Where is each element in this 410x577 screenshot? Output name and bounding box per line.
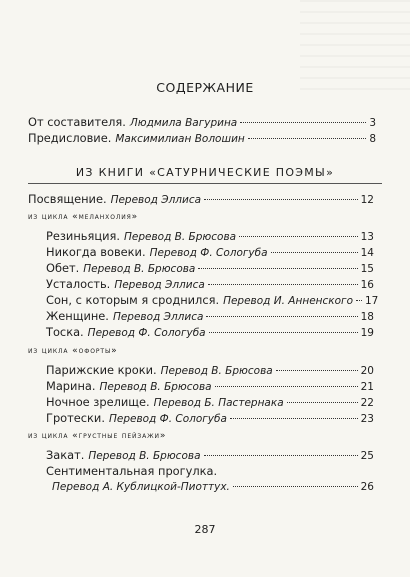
toc-entry-dedication [28,191,374,207]
entry-translator: Перевод Ф. Сологуба [87,327,206,339]
entry-title: Гротески. [46,411,105,425]
entry-translator: Перевод В. Брюсова [99,381,212,393]
toc-entry-preface [28,130,376,146]
dot-leader [204,455,358,456]
dot-leader [208,284,358,285]
dot-leader [239,236,358,237]
entry-page: 14 [360,247,374,259]
entry-page: 25 [360,450,374,462]
dot-leader [271,252,358,253]
entry-page: 23 [360,413,374,425]
entry-author: Людмила Вагурина [129,117,238,129]
entry-translator: Перевод В. Брюсова [83,263,196,275]
page-number: 287 [194,523,216,536]
entry-title: Сон, с которым я сроднился. [46,293,220,307]
toc-entry [46,276,374,292]
entry-title: Усталость. [46,277,111,291]
entry-title: От составителя. [28,115,126,129]
entry-translator: Перевод В. Брюсова [160,365,273,377]
entry-page: 21 [360,381,374,393]
dot-leader [204,199,358,200]
entry-translator: Перевод Эллиса [114,279,205,291]
dot-leader [276,370,358,371]
entry-title: Сентиментальная прогулка. [46,464,218,478]
entry-author: Максимилиан Волошин [115,133,245,145]
entry-title: Предисловие. [28,131,112,145]
book-section-title: ИЗ КНИГИ «САТУРНИЧЕСКИЕ ПОЭМЫ» [75,166,335,179]
entry-page: 19 [360,327,374,339]
dot-leader [206,316,357,317]
dot-leader [198,268,357,269]
entry-title: Резиньяция. [46,229,120,243]
dot-leader [248,138,367,139]
toc-entry-compiler [28,114,376,130]
entry-page: 3 [369,117,376,129]
toc-entry [46,308,374,324]
toc-entry [46,362,374,378]
entry-title: Закат. [46,448,85,462]
toc-entry [46,447,374,463]
entry-title: Марина. [46,379,96,393]
toc-title: СОДЕРЖАНИЕ [156,80,254,95]
entry-page: 16 [360,279,374,291]
toc-entry-continuation [52,479,374,495]
entry-title: Посвящение. [28,192,107,206]
toc-entry-title-only [46,463,374,479]
dot-leader [215,386,358,387]
toc-entry [46,228,374,244]
dot-leader [240,122,366,123]
entry-translator: Перевод А. Кублицкой-Пиоттух. [52,481,230,493]
entry-translator: Перевод Ф. Сологуба [108,413,227,425]
section-divider [28,183,382,184]
dot-leader [230,418,358,419]
entry-page: 8 [369,133,376,145]
toc-entry [46,378,374,394]
entry-translator: Перевод Эллиса [112,311,204,323]
entry-translator: Перевод В. Брюсова [88,450,201,462]
toc-entry [46,292,379,308]
entry-title: Ночное зрелище. [46,395,150,409]
dot-leader [356,300,362,301]
toc-entry [46,394,374,410]
entry-title: Женщине. [46,309,109,323]
entry-page: 12 [360,194,374,206]
dot-leader [233,486,358,487]
entry-page: 20 [360,365,374,377]
dot-leader [209,332,358,333]
cycle-label-etchings: из цикла «офорты» [28,346,118,356]
entry-page: 17 [365,295,379,307]
cycle-label-sad-landscapes: из цикла «грустные пейзажи» [28,431,167,441]
entry-title: Тоска. [46,325,84,339]
entry-translator: Перевод Б. Пастернака [153,397,284,409]
entry-title: Парижские кроки. [46,363,157,377]
entry-page: 15 [360,263,374,275]
entry-page: 22 [360,397,374,409]
cycle-label-melancholy: из цикла «меланхолия» [28,212,139,222]
dot-leader [287,402,358,403]
toc-entry [46,260,374,276]
entry-translator: Перевод Эллиса [110,194,202,206]
toc-entry [46,324,374,340]
entry-page: 18 [360,311,374,323]
entry-translator: Перевод Ф. Сологуба [149,247,268,259]
entry-translator: Перевод И. Анненского [223,295,353,307]
entry-title: Никогда вовеки. [46,245,146,259]
toc-entry [46,410,374,426]
entry-page: 26 [360,481,374,493]
entry-translator: Перевод В. Брюсова [123,231,237,243]
entry-title: Обет. [46,261,80,275]
entry-page: 13 [360,231,374,243]
toc-entry [46,244,374,260]
